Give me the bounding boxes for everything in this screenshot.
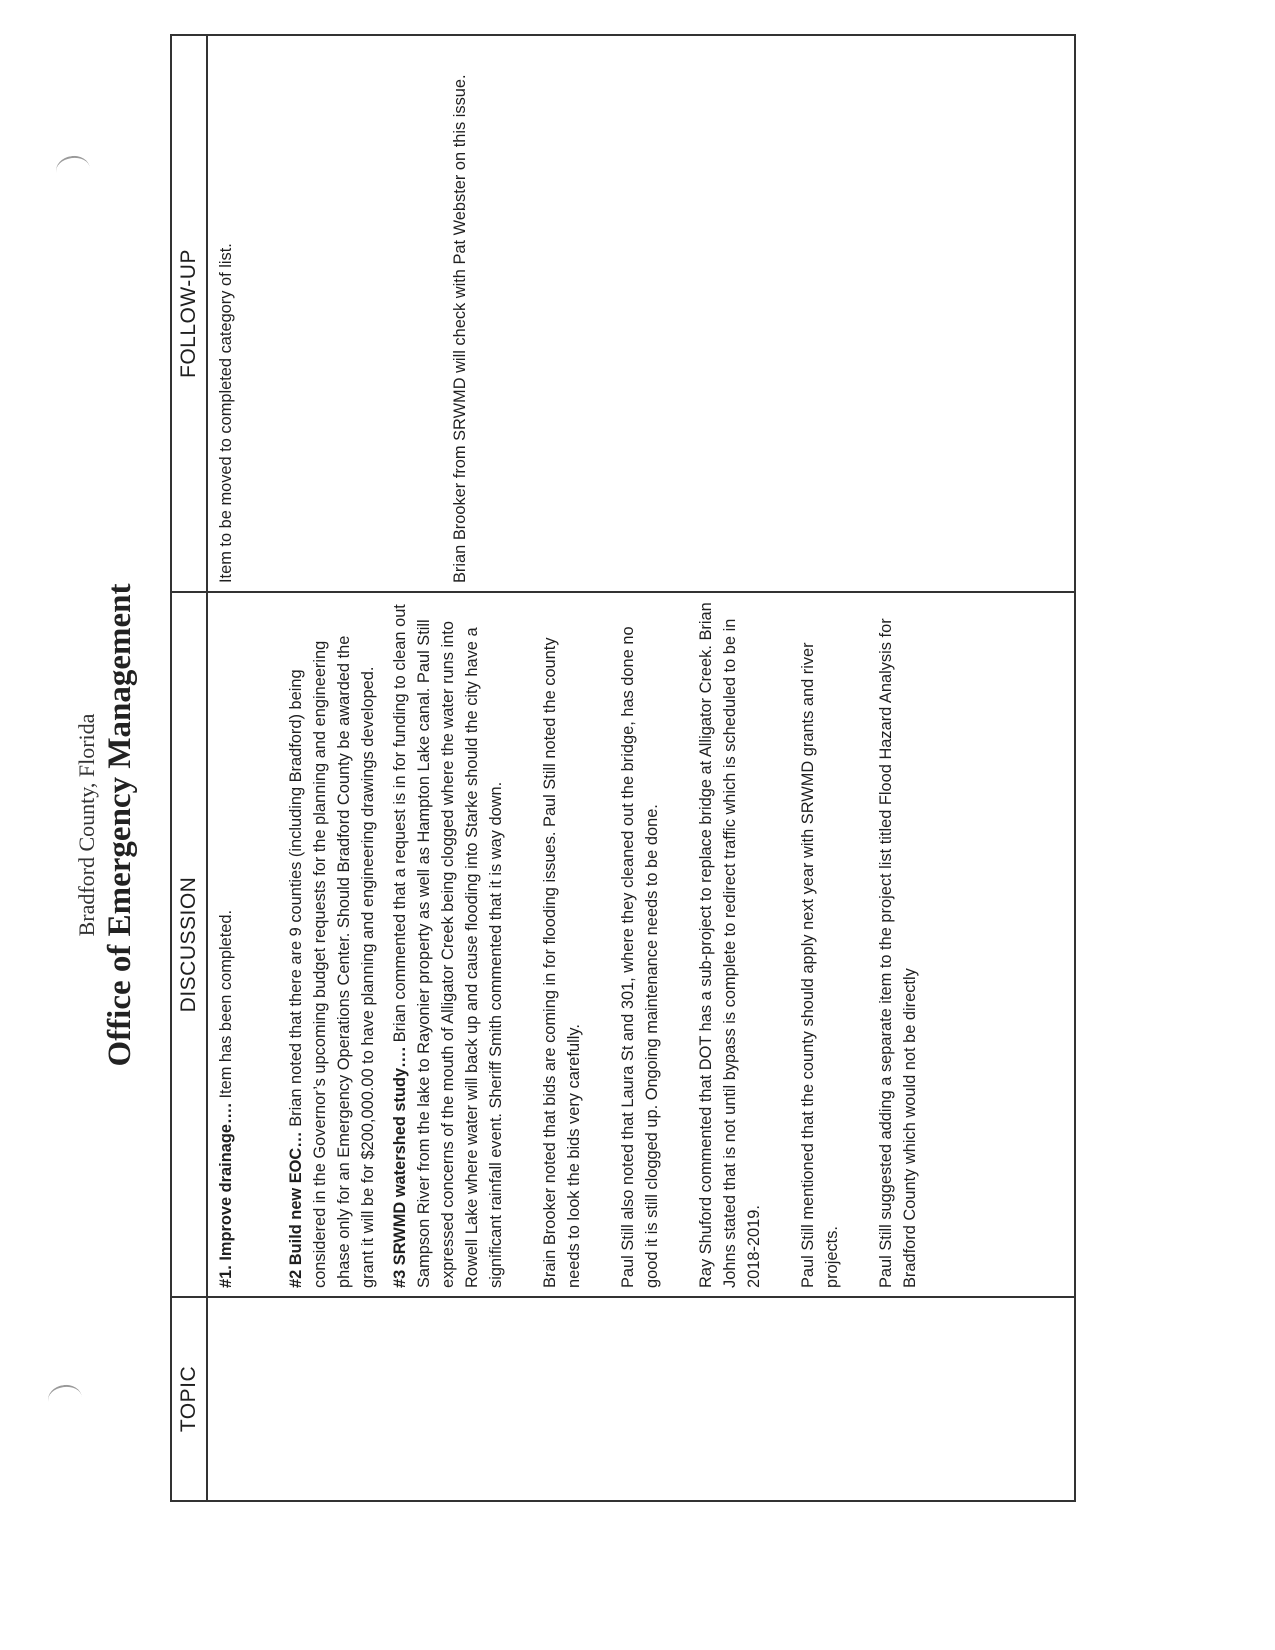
follow-up-cell xyxy=(207,35,1075,592)
entry-lead: #1. Improve drainage…. xyxy=(217,1103,235,1288)
discussion-entry xyxy=(214,601,238,1288)
table-row xyxy=(207,35,1075,1501)
entry-text: Ray Shuford commented that DOT has a sub-project to replace bridge at Alligator Creek. Brian Johns stated that is not until bypass is complete to redirect traffic which is scheduled to be in 2018-2019. xyxy=(697,602,763,1288)
discussion-entry xyxy=(694,601,766,1288)
discussion-entry xyxy=(538,601,586,1288)
entry-text: Brian commented that a request is in for funding to clean out Sampson River from the lake to Rayonier property as well as Hampton Lake canal. Paul Still expressed concerns of the mouth of Alligator Creek being clogged where the water runs into Rowell Lake where water will back up and cause flooding into Starke should the city have a significant rainfall event. Sheriff Smith commented that it is way down. xyxy=(391,604,505,1288)
follow-up-column-header: FOLLOW-UP xyxy=(171,35,207,592)
county-name: Bradford County, Florida xyxy=(74,713,99,937)
discussion-entry xyxy=(874,601,922,1288)
follow-up-entry: Brian Brooker from SRWMD will check with Pat Webster on this issue. xyxy=(451,74,469,583)
topic-cell xyxy=(207,1297,1075,1501)
entry-text: Paul Still also noted that Laura St and 301, where they cleaned out the bridge, has done no good it is still clogged up. Ongoing maintenance needs to be done. xyxy=(619,626,661,1288)
office-title: Office of Emergency Management xyxy=(102,583,138,1067)
entry-lead: #3 SRWMD watershed study…. xyxy=(391,1046,409,1288)
discussion-entry xyxy=(388,601,508,1288)
discussion-entry xyxy=(616,601,664,1288)
entry-text: Brian noted that there are 9 counties (including Bradford) being considered in the Governor’s upcoming budget requests for the planning and engineering phase only for an Emergency Operations Center. Should Bradford County be awarded the grant it will be for $200,000.00 to have planning and engineering drawings developed. xyxy=(287,635,377,1288)
entry-text: Paul Still mentioned that the county should apply next year with SRWMD grants and river projects. xyxy=(799,642,841,1288)
entry-text: Brain Brooker noted that bids are coming in for flooding issues. Paul Still noted the county needs to look the bids very carefully. xyxy=(541,637,583,1288)
discussion-entry xyxy=(796,601,844,1288)
discussion-column-header: DISCUSSION xyxy=(171,592,207,1297)
discussion-cell xyxy=(207,592,1075,1297)
topic-column-header: TOPIC xyxy=(171,1297,207,1501)
follow-up-entry: Item to be moved to completed category of list. xyxy=(217,243,235,583)
minutes-table xyxy=(170,34,1076,1502)
follow-up-spacer xyxy=(238,44,448,583)
entry-text: Item has been completed. xyxy=(217,909,235,1104)
discussion-entry xyxy=(284,601,380,1288)
entry-text: Paul Still suggested adding a separate item to the project list titled Flood Hazard Analysis for Bradford County which would not be directly xyxy=(877,618,919,1288)
table-header-row xyxy=(171,35,207,1501)
entry-lead: #2 Build new EOC… xyxy=(287,1131,305,1288)
